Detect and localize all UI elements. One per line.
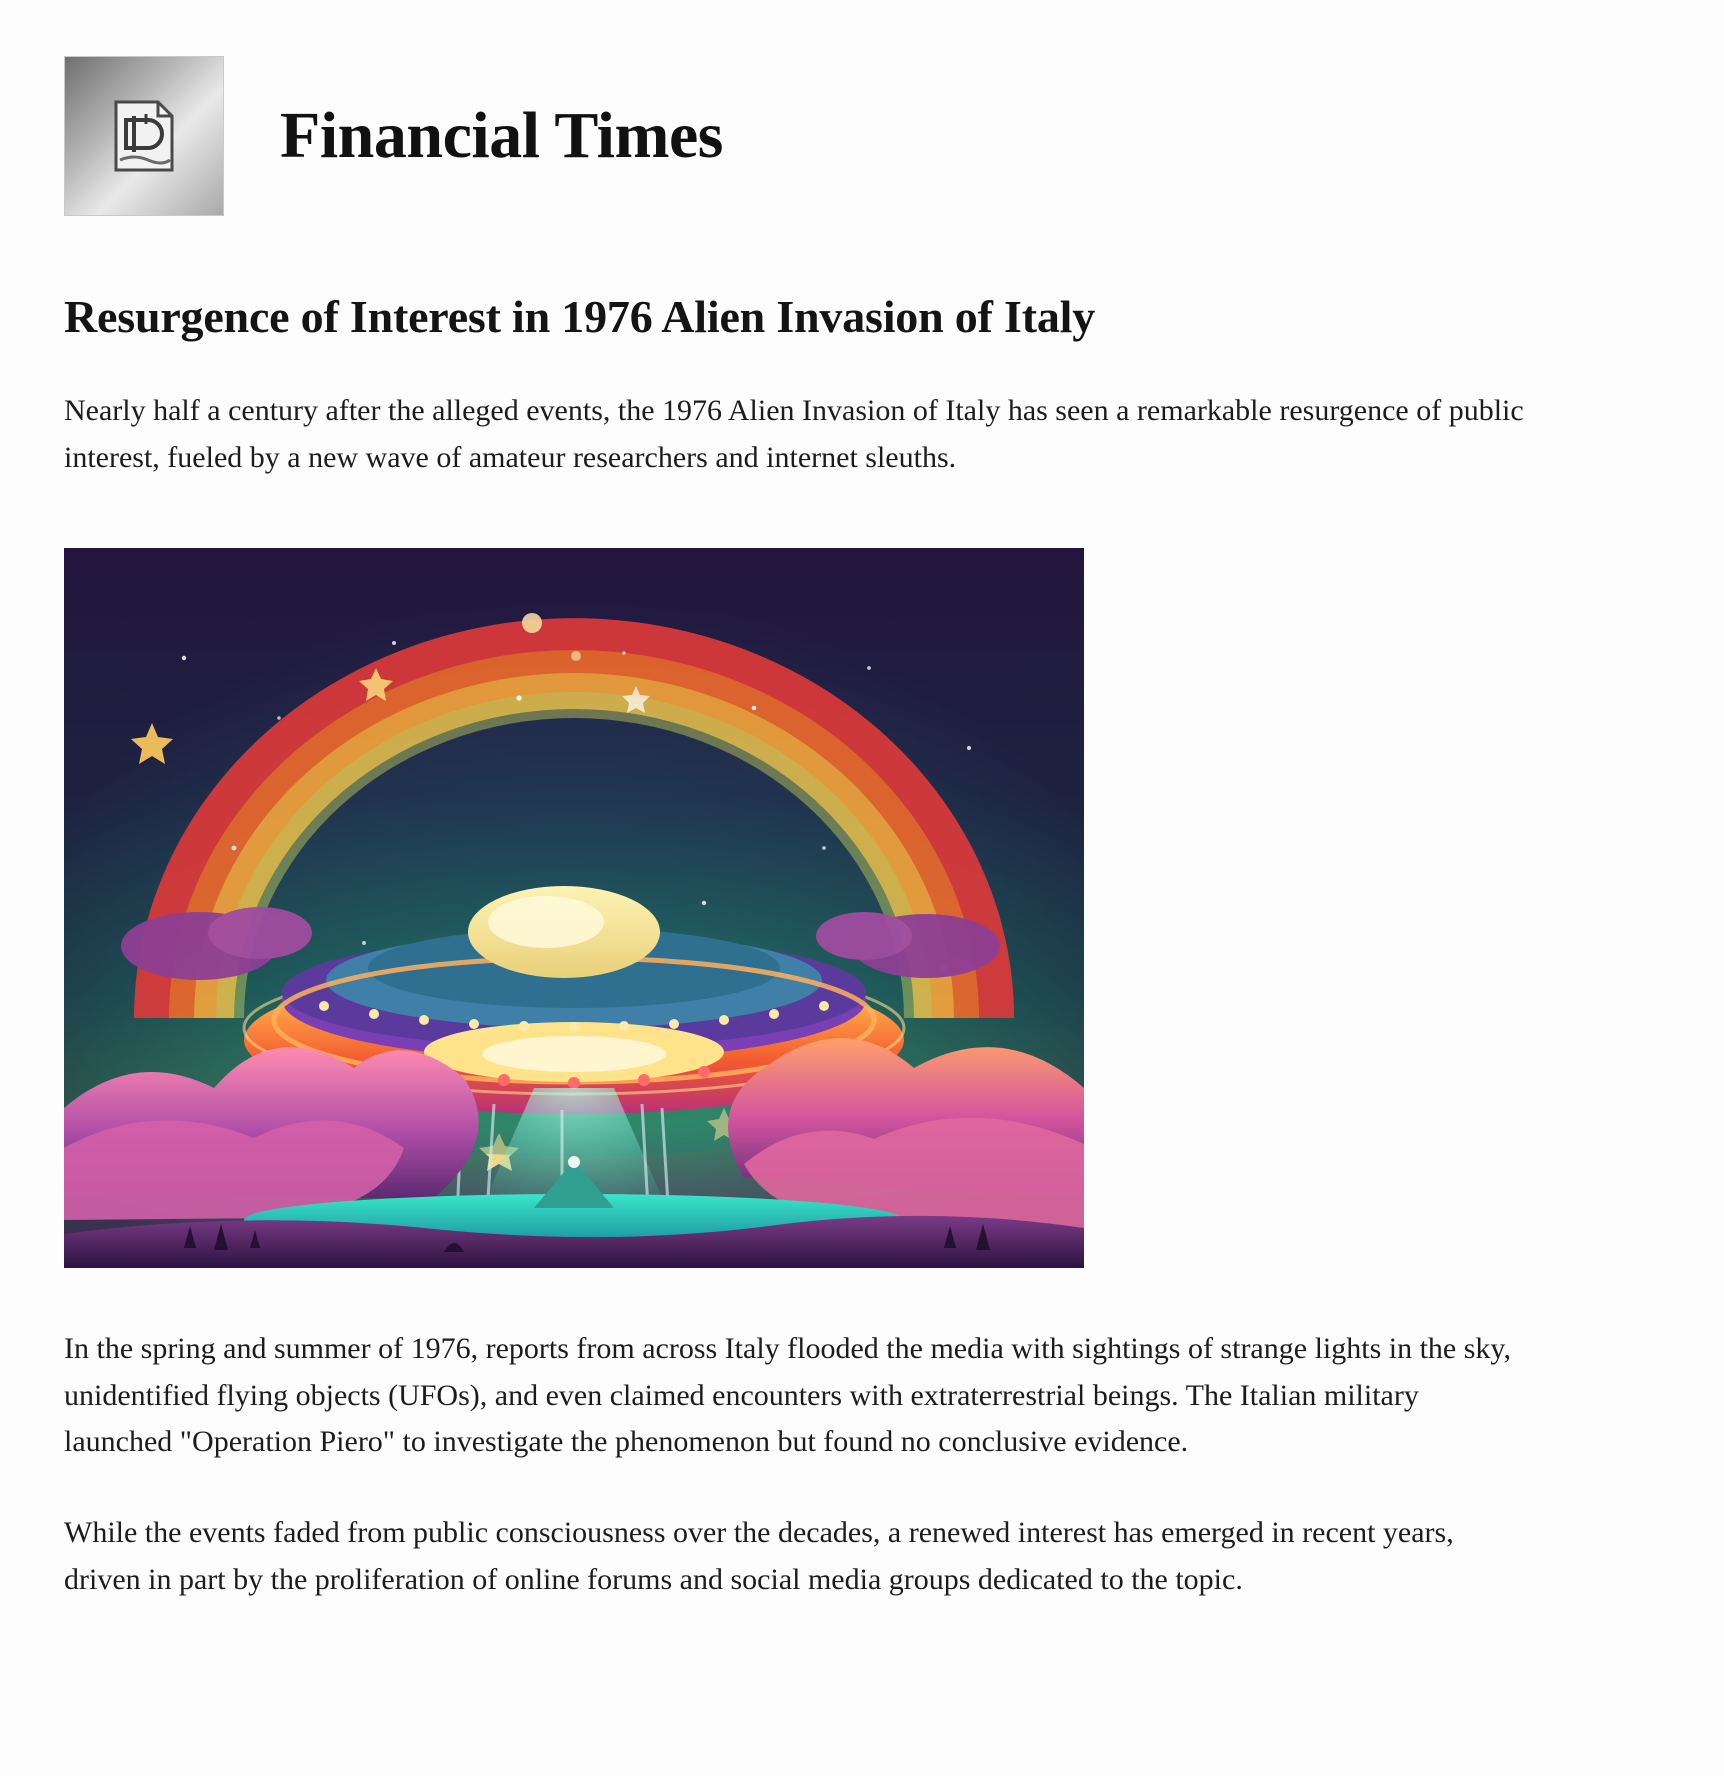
article-content [0,290,1596,1644]
article-lede: Nearly half a century after the alleged events, the 1976 Alien Invasion of Italy has seen a remarkable resurgence of public interest, fueled by a new wave of amateur researchers and internet sleuths. [64,394,1524,475]
ufo-illustration [64,548,1084,1268]
article-paragraph: In the spring and summer of 1976, reports from across Italy flooded the media with sightings of strange lights in the sky, unidentified flying objects (UFOs), and even claimed encounters with extraterrestrial beings. The Italian military launched "Operation Piero" to investigate the phenomenon but found no conclusive evidence. [64,1331,1511,1459]
article-body [64,1326,1532,1604]
publication-title: Financial Times [280,99,723,172]
article-paragraph: While the events faded from public consciousness over the decades, a renewed interest has emerged in recent years, driven in part by the proliferation of online forums and social media groups dedicated to the topic. [64,1516,1454,1597]
bottom-spacer [64,1604,1532,1644]
document-logo-icon [64,56,224,216]
page-title: Resurgence of Interest in 1976 Alien Invasion of Italy [64,291,1096,342]
masthead [0,0,1724,216]
